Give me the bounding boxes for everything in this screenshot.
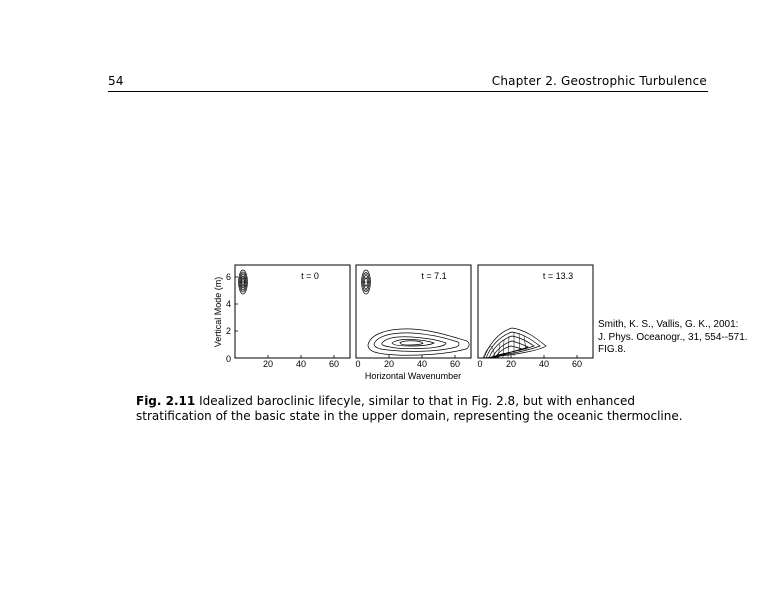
y-tick-label: 6 bbox=[225, 272, 231, 282]
panel-1-contours bbox=[239, 270, 248, 294]
caption-label: Fig. 2.11 bbox=[136, 394, 196, 408]
x-axis-label: Horizontal Wavenumber bbox=[364, 371, 462, 381]
y-tick-label: 0 bbox=[225, 354, 231, 364]
x-tick-label: 40 bbox=[416, 359, 428, 369]
x-tick-label: 20 bbox=[262, 359, 274, 369]
y-tick-label: 4 bbox=[225, 299, 231, 309]
contour-line bbox=[382, 337, 446, 349]
panel-3-time-label: t = 13.3 bbox=[542, 271, 574, 281]
x-tick-label: 20 bbox=[505, 359, 517, 369]
x-tick-label: 60 bbox=[571, 359, 583, 369]
panel-1-frame bbox=[235, 265, 350, 358]
x-tick-label: 40 bbox=[538, 359, 550, 369]
panel-2-contours bbox=[362, 270, 470, 355]
x-tick-label: 60 bbox=[449, 359, 461, 369]
x-tick-label: 0 bbox=[355, 359, 361, 369]
x-tick-label: 40 bbox=[295, 359, 307, 369]
citation-line: FIG.8. bbox=[598, 344, 626, 355]
page-number: 54 bbox=[108, 74, 124, 88]
x-tick-label: 0 bbox=[477, 359, 483, 369]
y-axis-label: Vertical Mode (m) bbox=[213, 276, 223, 348]
panel-2-frame bbox=[356, 265, 471, 358]
contour-line bbox=[400, 341, 423, 345]
y-tick-label: 2 bbox=[225, 326, 231, 336]
panel-3-frame bbox=[478, 265, 593, 358]
citation bbox=[598, 319, 748, 357]
figure-caption bbox=[136, 394, 696, 424]
x-tick-label: 60 bbox=[328, 359, 340, 369]
x-tick-label: 20 bbox=[383, 359, 395, 369]
panel-2-time-label: t = 7.1 bbox=[421, 271, 447, 281]
panel-1-time-label: t = 0 bbox=[301, 271, 319, 281]
caption-text: Idealized baroclinic lifecyle, similar to that in Fig. 2.8, but with enhanced stratification of the basic state in the upper domain, representing the oceanic thermocline. bbox=[136, 394, 683, 423]
panel-3-contours bbox=[483, 328, 546, 358]
running-head: Chapter 2. Geostrophic Turbulence bbox=[491, 74, 707, 88]
citation-line: Smith, K. S., Vallis, G. K., 2001: bbox=[598, 319, 739, 330]
citation-line: J. Phys. Oceanogr., 31, 554--571. bbox=[598, 331, 748, 343]
